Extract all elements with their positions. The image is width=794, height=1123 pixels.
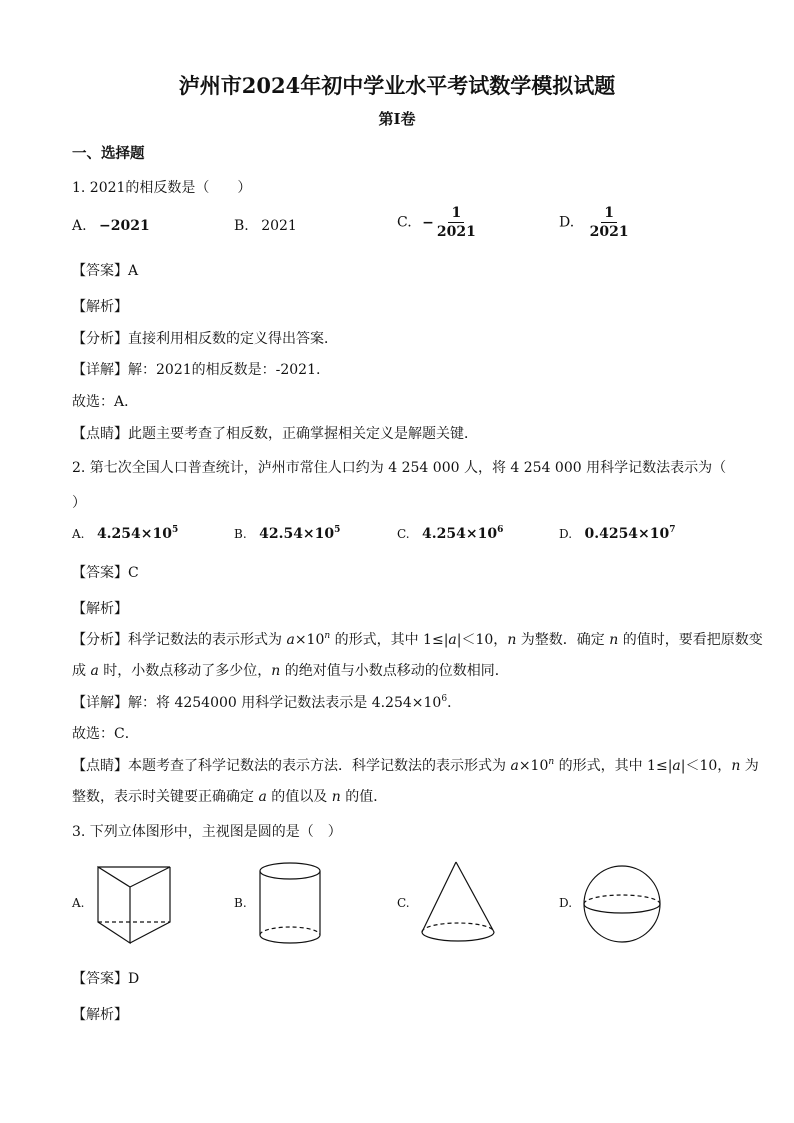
- q3-option-d-label[interactable]: D.: [559, 896, 573, 910]
- var-a: a: [448, 632, 457, 648]
- q3-option-c-label[interactable]: C.: [397, 896, 410, 910]
- q1-fenxi: 【分析】直接利用相反数的定义得出答案．: [72, 331, 338, 347]
- var-n: n: [331, 789, 341, 805]
- fraction-numerator: 1: [601, 205, 617, 223]
- q1-analysis-heading: 【解析】: [72, 299, 128, 315]
- q1-option-b-label: B.: [234, 218, 249, 234]
- q1-option-c-label: C.: [397, 214, 412, 231]
- text-run: 【详解】解：将 4254000 用科学记数法表示是 4.254×10: [72, 695, 442, 711]
- section-heading: 一、选择题: [72, 145, 145, 162]
- text-run: 成: [72, 663, 91, 679]
- var-n: n: [271, 663, 281, 679]
- text-run: 【分析】科学记数法的表示形式为: [72, 632, 287, 648]
- q2-stem-line1: 2. 第七次全国人口普查统计，泸州市常住人口约为 4 254 000 人，将 4 254 000 用科学记数法表示为（: [72, 460, 727, 476]
- text-run: ．: [447, 695, 462, 711]
- q2-fenxi-line1: [72, 629, 763, 649]
- text-run: ×10: [518, 758, 549, 774]
- q2-option-d[interactable]: [559, 526, 676, 542]
- var-n: n: [507, 632, 517, 648]
- q2-dianjing-line1: [72, 755, 759, 775]
- q1-answer: 【答案】A: [72, 263, 139, 279]
- var-n: n: [731, 758, 741, 774]
- text-run: 整数，表示时关键要正确确定: [72, 789, 259, 805]
- var-n: n: [324, 631, 331, 641]
- q2-conclusion: 故选：C．: [72, 726, 139, 742]
- q2-option-c-exponent: 6: [497, 525, 504, 535]
- q2-option-b-exponent: 5: [334, 525, 341, 535]
- var-a: a: [672, 758, 681, 774]
- q1-option-a-label: A.: [72, 218, 87, 234]
- text-run: 的值．: [340, 789, 388, 805]
- q2-answer: 【答案】C: [72, 565, 139, 581]
- q3-answer: 【答案】D: [72, 971, 140, 987]
- volume-heading: 第Ⅰ卷: [378, 110, 416, 128]
- text-run: 为整数．确定: [516, 632, 610, 648]
- q1-option-c-sign: −: [422, 214, 434, 231]
- q1-option-a-value: −2021: [99, 218, 150, 234]
- q2-fenxi-line2: [72, 660, 509, 680]
- q2-option-a-exponent: 5: [172, 525, 179, 535]
- var-a: a: [90, 663, 99, 679]
- q1-xiangjie: 【详解】解：2021的相反数是：-2021.: [72, 362, 321, 378]
- q2-option-c[interactable]: [397, 526, 503, 542]
- page-title: 泸州市2024年初中学业水平考试数学模拟试题: [178, 73, 616, 98]
- q1-option-b[interactable]: [234, 218, 297, 234]
- cylinder-figure[interactable]: [255, 860, 325, 948]
- text-run: 的值时，要看把原数变: [618, 632, 763, 648]
- exponent: 6: [441, 694, 448, 704]
- triangular-prism-figure[interactable]: [95, 860, 175, 950]
- q2-option-d-exponent: 7: [669, 525, 676, 535]
- var-a: a: [258, 789, 267, 805]
- q1-option-a[interactable]: [72, 218, 150, 234]
- text-run: 【点睛】本题考查了科学记数法的表示方法．科学记数法的表示形式为: [72, 758, 511, 774]
- q3-analysis-heading: 【解析】: [72, 1007, 128, 1023]
- text-run: 的形式，其中 1≤|: [554, 758, 673, 774]
- text-run: 的绝对值与小数点移动的位数相同．: [280, 663, 509, 679]
- text-run: 时，小数点移动了多少位，: [98, 663, 272, 679]
- q1-dianjing: 【点睛】此题主要考查了相反数，正确掌握相关定义是解题关键．: [72, 426, 478, 442]
- text-run: 的形式，其中 1≤|: [330, 632, 449, 648]
- text-run: |＜10，: [456, 632, 508, 648]
- cone-figure[interactable]: [418, 858, 498, 948]
- fraction-denominator: 2021: [589, 224, 629, 241]
- q2-stem-line2: ）: [72, 495, 86, 511]
- q2-dianjing-line2: [72, 786, 387, 806]
- q2-option-c-label: C.: [397, 527, 410, 541]
- text-run: |＜10，: [680, 758, 732, 774]
- fraction-numerator: 1: [448, 205, 464, 223]
- q2-option-c-base: 4.254×10: [422, 526, 498, 542]
- q1-option-c-fraction: [434, 205, 479, 240]
- q3-stem: 3. 下列立体图形中，主视图是圆的是（ ）: [72, 824, 342, 840]
- q2-option-d-label: D.: [559, 527, 573, 541]
- q1-option-c[interactable]: [397, 205, 479, 240]
- text-run: ×10: [294, 632, 325, 648]
- q1-option-d-label: D.: [559, 214, 575, 231]
- var-a: a: [510, 758, 519, 774]
- text-run: 的值以及: [266, 789, 332, 805]
- q2-option-b-label: B.: [234, 527, 247, 541]
- var-n: n: [548, 757, 555, 767]
- q1-conclusion: 故选：A．: [72, 394, 139, 410]
- q1-option-d[interactable]: [559, 205, 632, 240]
- q2-option-a[interactable]: [72, 526, 178, 542]
- q2-option-b[interactable]: [234, 526, 340, 542]
- q2-option-b-base: 42.54×10: [259, 526, 335, 542]
- q1-option-d-fraction: [587, 205, 632, 240]
- var-n: n: [609, 632, 619, 648]
- q2-option-a-base: 4.254×10: [96, 526, 172, 542]
- text-run: 为: [740, 758, 759, 774]
- q3-option-b-label[interactable]: B.: [234, 896, 247, 910]
- q1-option-b-value: 2021: [261, 218, 297, 234]
- sphere-figure[interactable]: [580, 862, 664, 946]
- var-a: a: [286, 632, 295, 648]
- q2-xiangjie: [72, 692, 461, 712]
- q2-option-a-label: A.: [72, 527, 85, 541]
- fraction-denominator: 2021: [436, 224, 476, 241]
- q3-option-a-label[interactable]: A.: [72, 896, 85, 910]
- q2-analysis-heading: 【解析】: [72, 601, 128, 617]
- q2-option-d-base: 0.4254×10: [584, 526, 670, 542]
- q1-stem: 1. 2021的相反数是（ ）: [72, 180, 252, 196]
